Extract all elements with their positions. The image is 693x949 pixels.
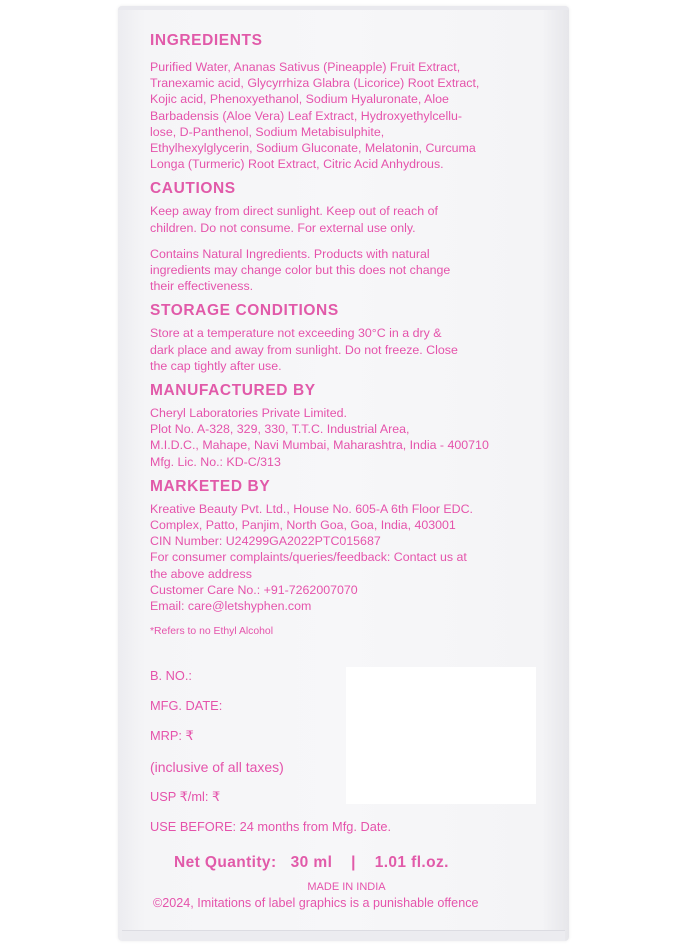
net-quantity-spacer bbox=[277, 854, 291, 872]
storage-heading: STORAGE CONDITIONS bbox=[150, 302, 339, 320]
usp-label: USP ₹/ml: ₹ bbox=[150, 789, 221, 804]
storage-line: the cap tightly after use. bbox=[150, 358, 282, 373]
manufacturer-line: M.I.D.C., Mahape, Navi Mumbai, Maharashtra, India - 400710 bbox=[150, 438, 489, 453]
marketer-heading: MARKETED BY bbox=[150, 477, 271, 495]
net-quantity-spacer bbox=[356, 854, 375, 872]
ingredients-line: Purified Water, Ananas Sativus (Pineapple) Fruit Extract, bbox=[150, 60, 461, 74]
marketer-line: For consumer complaints/queries/feedback: Contact us at bbox=[150, 550, 467, 565]
net-quantity-separator: | bbox=[351, 854, 356, 871]
storage-section bbox=[150, 302, 550, 374]
package-bottom-edge bbox=[122, 930, 565, 941]
ethyl-alcohol-note: *Refers to no Ethyl Alcohol bbox=[150, 626, 274, 638]
cautions-section bbox=[150, 180, 550, 294]
ingredients-line: Longa (Turmeric) Root Extract, Citric Acid Anhydrous. bbox=[150, 157, 444, 172]
storage-line: dark place and away from sunlight. Do not freeze. Close bbox=[150, 342, 458, 357]
made-in-label: MADE IN INDIA bbox=[307, 881, 386, 893]
cautions-line: Keep away from direct sunlight. Keep out of reach of bbox=[150, 204, 438, 219]
ingredients-line: lose, D-Panthenol, Sodium Metabisulphite, bbox=[150, 124, 385, 139]
manufacturer-line: Plot No. A-328, 329, 330, T.T.C. Industrial Area, bbox=[150, 422, 410, 437]
marketer-email: Email: care@letshyphen.com bbox=[150, 599, 312, 614]
marketer-line: Kreative Beauty Pvt. Ltd., House No. 605-A 6th Floor EDC. bbox=[150, 501, 474, 516]
copyright-notice: ©2024, Imitations of label graphics is a punishable offence bbox=[153, 896, 479, 910]
ingredients-line: Ethylhexylglycerin, Sodium Gluconate, Melatonin, Curcuma bbox=[150, 141, 476, 156]
net-quantity-floz: 1.01 fl.oz. bbox=[374, 854, 449, 871]
ingredients-line: Barbadensis (Aloe Vera) Leaf Extract, Hydroxyethylcellu- bbox=[150, 108, 462, 123]
net-quantity bbox=[174, 854, 524, 872]
marketer-line: CIN Number: U24299GA2022PTC015687 bbox=[150, 534, 381, 549]
marketer-section bbox=[150, 478, 550, 614]
label-content bbox=[150, 32, 550, 640]
taxes-note: (inclusive of all taxes) bbox=[150, 759, 284, 775]
cautions-line: children. Do not consume. For external use only. bbox=[150, 220, 416, 235]
storage-line: Store at a temperature not exceeding 30°C in a dry & bbox=[150, 326, 442, 341]
mfg-date-label: MFG. DATE: bbox=[150, 698, 223, 713]
marketer-line: Complex, Patto, Panjim, North Goa, Goa, India, 403001 bbox=[150, 518, 456, 533]
marketer-line: Customer Care No.: +91-7262007070 bbox=[150, 582, 358, 597]
ingredients-heading: INGREDIENTS bbox=[150, 32, 263, 49]
manufacturer-heading: MANUFACTURED BY bbox=[150, 382, 316, 400]
cautions-line: their effectiveness. bbox=[150, 279, 254, 294]
net-quantity-spacer bbox=[332, 854, 351, 872]
manufacturer-line: Mfg. Lic. No.: KD-C/313 bbox=[150, 454, 281, 469]
ingredients-section bbox=[150, 32, 550, 172]
net-quantity-label: Net Quantity: bbox=[174, 854, 277, 871]
net-quantity-ml: 30 ml bbox=[290, 854, 333, 871]
cautions-heading: CAUTIONS bbox=[150, 180, 236, 198]
batch-number-label: B. NO.: bbox=[150, 668, 192, 683]
cautions-line: Contains Natural Ingredients. Products with natural bbox=[150, 246, 430, 261]
manufacturer-line: Cheryl Laboratories Private Limited. bbox=[150, 406, 347, 421]
ingredients-line: Kojic acid, Phenoxyethanol, Sodium Hyaluronate, Aloe bbox=[150, 92, 449, 107]
cautions-line: ingredients may change color but this does not change bbox=[150, 263, 451, 278]
ingredients-line: Tranexamic acid, Glycyrrhiza Glabra (Licorice) Root Extract, bbox=[150, 76, 480, 91]
batch-print-area bbox=[346, 667, 536, 804]
marketer-line: the above address bbox=[150, 566, 252, 581]
package-top-edge bbox=[118, 6, 569, 10]
use-before-label: USE BEFORE: 24 months from Mfg. Date. bbox=[150, 819, 392, 834]
manufacturer-section bbox=[150, 382, 550, 470]
mrp-label: MRP: ₹ bbox=[150, 728, 194, 743]
